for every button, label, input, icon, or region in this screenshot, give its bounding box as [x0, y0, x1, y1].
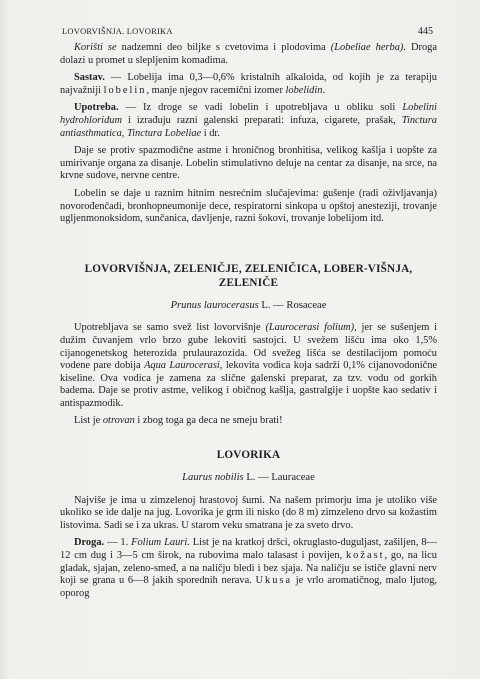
drug-heading: Droga.: [74, 537, 105, 549]
composition-heading: Sastav.: [74, 72, 105, 84]
species-line-prunus: Prunus laurocerasus L. — Rosaceae: [170, 299, 327, 311]
section-title-lovorvisnja: LOVORVIŠNJA, ZELENIČJE, ZELENIČICA, LOBER-VIŠNJA, ZELENIČE: [84, 262, 413, 289]
paragraph-laurocerasus-use: Upotrebljava se samo svež list lovorvišnje (Laurocerasi folium), jer se sušenjem i dužim čuvanjem vrlo brzo gube lekoviti sastojci. U svežem lišću ima oko 1,5% cijanogenetskog heterozida prulaurazozida. Od svežeg lišća se destilacijom pomoću vodene pare dobija Aqua Laurocerasi, lekovita vodica koja sadrži 0,1% cijanovodonične kiseline. Ova vodica je zamena za slične galenski preparat, za tzv. vodu od gorkih badema. Daje se protiv astme, velikog i običnog kašlja, gastralgije i uopšte kao sedativ i antispazmodik.: [60, 322, 438, 409]
running-head: LOVORVIŠNJA. LOVORIKA: [62, 26, 173, 36]
paragraph-lobelia-drug: Korišti se nadzemni deo biljke s cvetovima i plodovima (Lobeliae herba). Droga dolazi u promet u slepljenim komadima.: [60, 42, 437, 66]
paragraph-emergencies: Lobelin se daje u raznim hitnim nesrećnim slučajevima: gušenje (radi oživljavanja) novorođenčadi, bronhopneumonije dece, respiratorni sinkopa u opštoj anesteziji, trovanje ugljenmonoksidom, sunčanica, davljenje, razni šokovi, trovanje lobelijom itd.: [60, 187, 437, 225]
section-title-lovorika: LOVORIKA: [216, 449, 281, 462]
usage-heading: Upotreba.: [74, 102, 119, 114]
paragraph-poison-warning: List je otrovan i zbog toga ga deca ne smeju brati!: [74, 415, 283, 427]
page-number: 445: [418, 26, 433, 37]
paragraph-laurus-habitat: Najviše je ima u zimzelenoj hrastovoj šumi. Na našem primorju ima je utoliko više ukoliko se ide dalje na jug. Lovorika je grm ili nisko (do 8 m) zimzeleno drvo sa kožastim listovima. Sadi se i za ukras. U starom veku smatrana je za sveto drvo.: [60, 494, 437, 531]
species-line-laurus: Laurus nobilis L. — Lauraceae: [182, 472, 315, 484]
paragraph-laurus-drug: Droga. — 1. Folium Lauri. List je na kratkoj dršci, okruglasto-duguljast, zašiljen, 8—12 cm dug i 3—5 cm širok, na rubovima malo talasast i povijen, kožast, go, na licu gladak, sjajan, zeleno-smeđ, a na naličju bledi i bez sjaja. Na naličju se ističe glavni nerv koji se grana u 6—8 jakih sporednih nerava. Ukusa je vrlo aromatičnog, malo ljutog, oporog: [60, 537, 438, 599]
paragraph-asthma: Daje se protiv spazmodične astme i hroničnog bronhitisa, velikog kašlja i uopšte za umirivanje organa za disanje. Lobelin stimulativno deluje na centar za disanje, na srce, na krvne sudove, nervne centre.: [60, 145, 437, 182]
paragraph-composition: Sastav. — Lobelija ima 0,3—0,6% kristalnih alkaloida, od kojih je za terapiju najvažniji lobelin, manje njegov racemični izomer lobelidin.: [60, 72, 437, 96]
page-body: [60, 42, 437, 605]
paragraph-usage: Upotreba. — Iz droge se vadi lobelin i upotrebljava u obliku soli Lobelini hydrohloridum i izrađuju razni galenski preparati: infuza, cigarete, prašak, Tinctura antiasthmatica, Tinctura Lobeliae i dr.: [60, 102, 437, 139]
